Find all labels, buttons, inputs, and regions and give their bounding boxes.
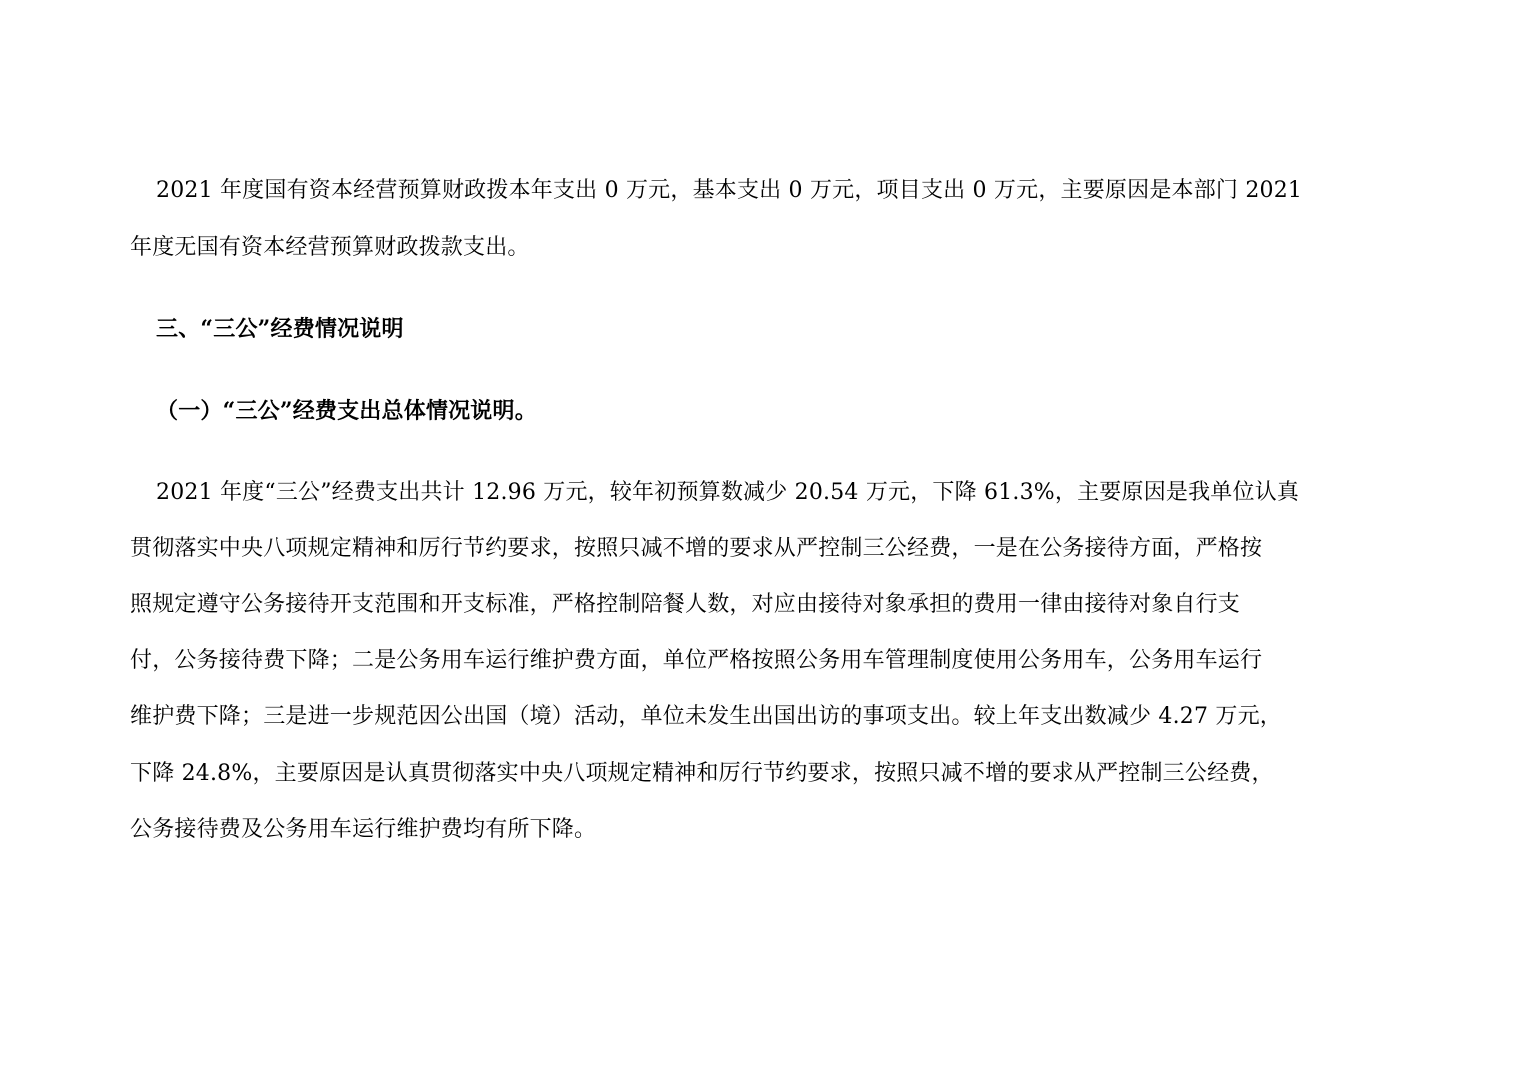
paragraph-2-line-6: 下降 24.8%，主要原因是认真贯彻落实中央八项规定精神和厉行节约要求，按照只减不增的要求从严控制三公经费，	[130, 761, 1274, 786]
subsection-heading-1: （一）“三公”经费支出总体情况说明。	[156, 398, 537, 424]
paragraph-2-line-4: 付，公务接待费下降；二是公务用车运行维护费方面，单位严格按照公务用车管理制度使用公务用车，公务用车运行	[130, 648, 1263, 673]
paragraph-1-line-2: 年度无国有资本经营预算财政拨款支出。	[130, 235, 530, 260]
paragraph-2-line-1: 2021 年度“三公”经费支出共计 12.96 万元，较年初预算数减少 20.54 万元，下降 61.3%，主要原因是我单位认真	[156, 480, 1300, 505]
section-heading-3: 三、“三公”经费情况说明	[156, 316, 404, 342]
paragraph-2-line-7: 公务接待费及公务用车运行维护费均有所下降。	[130, 817, 597, 842]
paragraph-1-line-1: 2021 年度国有资本经营预算财政拨本年支出 0 万元，基本支出 0 万元，项目支出 0 万元，主要原因是本部门 2021	[156, 178, 1303, 203]
paragraph-2-line-5: 维护费下降；三是进一步规范因公出国（境）活动，单位未发生出国出访的事项支出。较上年支出数减少 4.27 万元，	[130, 704, 1282, 729]
paragraph-2-line-3: 照规定遵守公务接待开支范围和开支标准，严格控制陪餐人数，对应由接待对象承担的费用一律由接待对象自行支	[130, 592, 1241, 617]
paragraph-2-line-2: 贯彻落实中央八项规定精神和厉行节约要求，按照只减不增的要求从严控制三公经费，一是在公务接待方面，严格按	[130, 536, 1263, 561]
